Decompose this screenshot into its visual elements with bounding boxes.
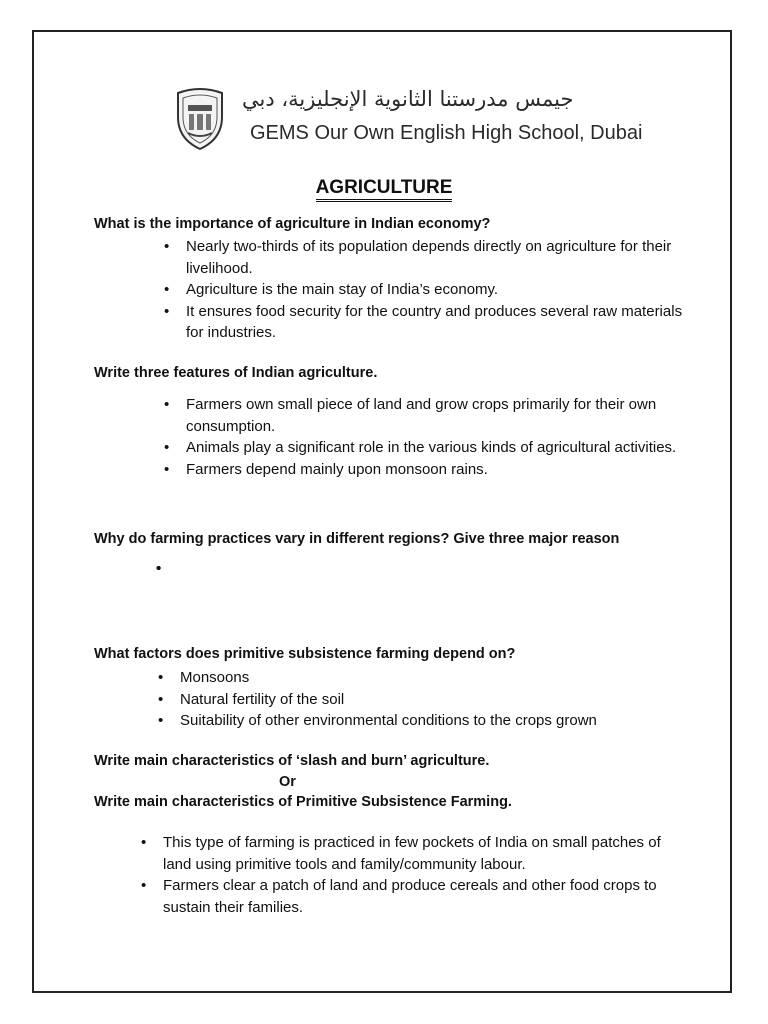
school-crest-logo — [174, 87, 226, 151]
question-4: What factors does primitive subsistence farming depend on? — [94, 646, 516, 662]
question-5-alt: Write main characteristics of Primitive Subsistence Farming. — [94, 794, 512, 810]
list-item: • This type of farming is practiced in few pockets of India on small patches of land using primitive tools and family/community labour. — [141, 832, 661, 875]
list-item: • Suitability of other environmental conditions to the crops grown — [158, 710, 698, 732]
question-3: Why do farming practices vary in different regions? Give three major reason — [94, 531, 620, 547]
or-separator: Or — [279, 774, 296, 790]
question-5: Write main characteristics of ‘slash and burn’ agriculture. — [94, 753, 490, 769]
list-item: • Farmers clear a patch of land and produce cereals and other food crops to sustain their families. — [141, 875, 661, 918]
answer-list-4 — [158, 667, 698, 732]
list-item: • Monsoons — [158, 667, 698, 689]
list-item: • Nearly two-thirds of its population depends directly on agriculture for their livelihood. — [164, 236, 684, 279]
answer-list-1 — [164, 236, 684, 344]
answer-list-2 — [164, 394, 684, 480]
title-text: AGRICULTURE — [316, 177, 453, 202]
question-1: What is the importance of agriculture in Indian economy? — [94, 216, 491, 232]
question-2: Write three features of Indian agriculture. — [94, 365, 378, 381]
school-name-arabic: جيمس مدرستنا الثانوية الإنجليزية، دبي — [242, 87, 574, 111]
list-item: • It ensures food security for the country and produces several raw materials for industries. — [164, 301, 684, 344]
school-name-english: GEMS Our Own English High School, Dubai — [250, 122, 643, 144]
list-item: • Natural fertility of the soil — [158, 689, 698, 711]
page-title — [0, 177, 768, 199]
list-item: • Farmers depend mainly upon monsoon rains. — [164, 459, 684, 481]
school-header — [94, 83, 698, 155]
answer-list-5 — [141, 832, 661, 918]
list-item: • Farmers own small piece of land and grow crops primarily for their own consumption. — [164, 394, 684, 437]
list-item: • Agriculture is the main stay of India’s economy. — [164, 279, 684, 301]
list-item: • Animals play a significant role in the various kinds of agricultural activities. — [164, 437, 684, 459]
